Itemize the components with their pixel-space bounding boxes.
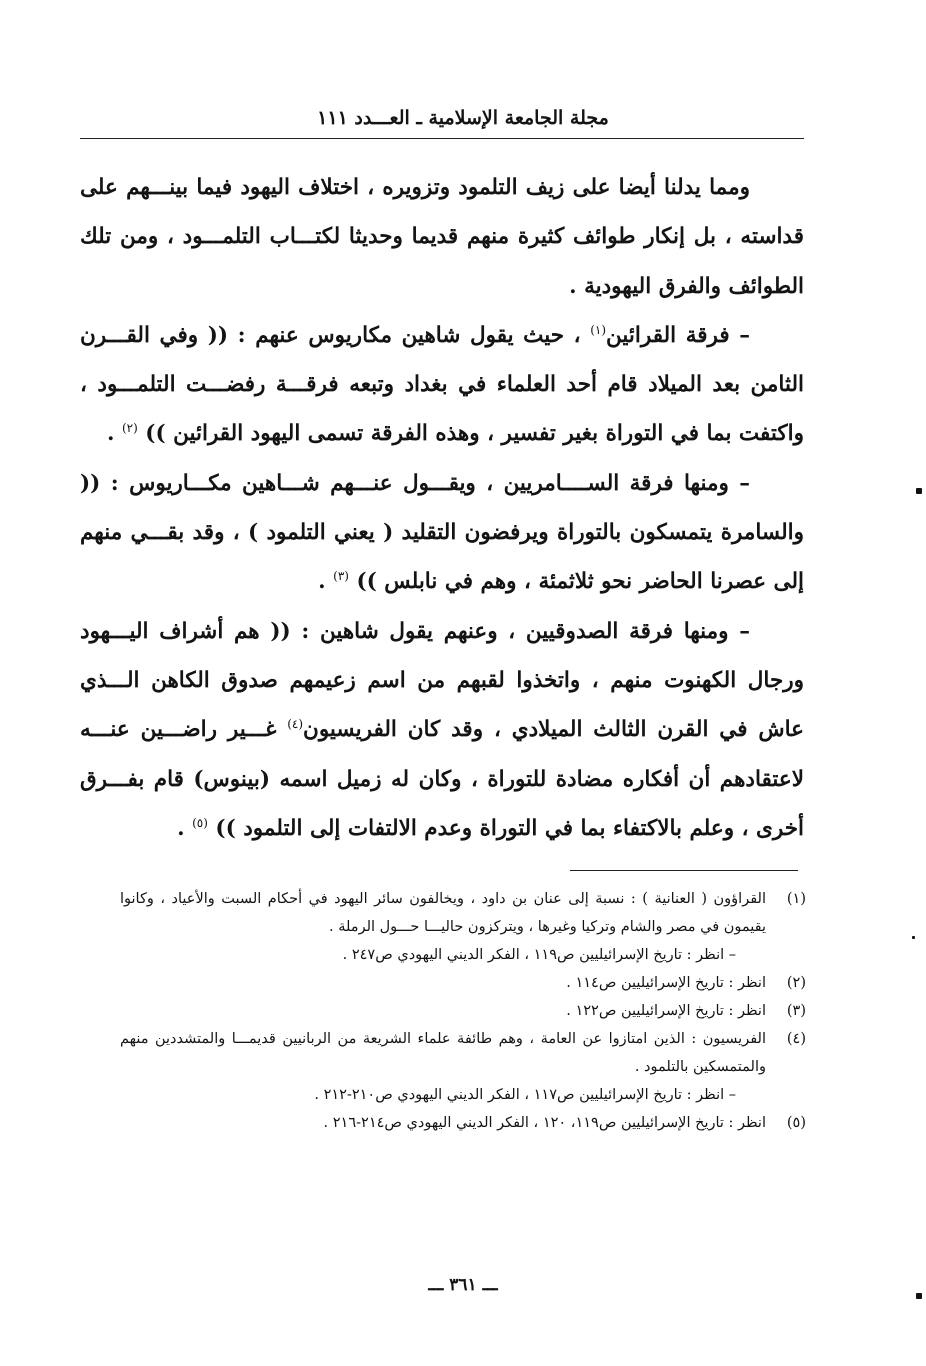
footnote-source: – انظر : تاريخ الإسرائيليين ص١١٧ ، الفكر الديني اليهودي ص٢١٠-٢١٢ . [314,1087,736,1103]
footnote-number: (٢) [786,975,806,991]
footnote-text: انظر : تاريخ الإسرائيليين ص١٢٢ . [566,1003,766,1019]
footnote-3 [120,997,806,1025]
paragraph-2 [80,311,804,459]
footnote-text: انظر : تاريخ الإسرائيليين ص١١٤ . [566,975,766,991]
scan-margin-mark [916,1293,922,1299]
footnote-text: القراؤون ( العنانية ) : نسبة إلى عنان بن داود ، ويخالفون سائر اليهود في أحكام السبت والأعياد ، وكانوا يقيمون في مصر والشام وتركيا وغيرها ، ويتركزون حاليـــا حـــول الرملة . [120,891,766,935]
sentence-dot: . [106,421,115,447]
page-number: ـــ ٣٦١ ـــ [428,1275,498,1295]
sentence-dot: . [177,815,185,841]
footnote-separator [570,870,798,871]
footnote-number: (٤) [786,1031,806,1047]
footnote-text: الفريسيون : الذين امتازوا عن العامة ، وهم طائفة علماء الشريعة من الربانيين قديمـــا والمتشددين منهم والمتمسكين بالتلمود . [120,1031,766,1075]
scan-margin-mark [912,936,915,939]
footnote-ref-1[interactable]: (١) [590,322,607,337]
footnote-source: – انظر : تاريخ الإسرائيليين ص١١٩ ، الفكر الديني اليهودي ص٢٤٧ . [342,947,736,963]
footnote-number: (٣) [786,1003,806,1019]
paragraph-2-start: – فرقة القرائين [606,322,750,348]
footnote-1 [120,885,806,969]
footnote-ref-5[interactable]: (٥) [192,815,208,830]
footnote-ref-3[interactable]: (٣) [333,569,349,584]
paragraph-3 [80,459,804,607]
paragraph-4 [80,607,804,853]
paragraph-4-start: – ومنها فرقة الصدوقيين ، وعنهم يقول شاهين : (( هم أشراف اليـــهود ورجال الكهنوت منهم ، واتخذوا لقبهم من اسم زعيمهم صدوق الكاهن الـــذي عاش في القرن الثالث الميلادي ، وقد كان الفريسيون [80,618,804,743]
footnotes [120,885,806,1137]
paragraph-3-text: – ومنها فرقة الســــامريين ، ويقـــول عنـــهم شـــاهين مكـــاريوس : (( والسامرة يتمسكون بالتوراة ويرفضون التقليد ( يعني التلمود ) ، وقد بقـــي منهم إلى عصرنا الحاضر نحو ثلاثمئة ، وهم في نابلس )) [80,470,804,595]
footnote-number: (١) [786,891,806,907]
header-rule [80,138,804,139]
footnote-text: انظر : تاريخ الإسرائيليين ص١١٩، ١٢٠ ، الفكر الديني اليهودي ص٢١٤-٢١٦ . [323,1115,766,1131]
journal-header: مجلة الجامعة الإسلامية ـ العـــدد ١١١ [317,107,609,129]
body-text [80,163,804,853]
paragraph-1: ومما يدلنا أيضا على زيف التلمود وتزويره ، اختلاف اليهود فيما بينـــهم على قداسته ، بل إنكار طوائف كثيرة منهم قديما وحديثا لكتـــاب التلمـــود ، ومن تلك الطوائف والفرق اليهودية . [80,175,804,299]
footnote-2 [120,969,806,997]
footnote-5 [120,1109,806,1137]
sentence-dot: . [318,569,326,595]
footnote-4 [120,1025,806,1109]
footnote-ref-2[interactable]: (٢) [121,421,138,436]
footnote-number: (٥) [786,1115,806,1131]
paragraph-2-rest: ، حيث يقول شاهين مكاريوس عنهم : (( وفي القـــرن الثامن بعد الميلاد قام أحد العلماء في بغداد وتبعه فرقـــة رفضـــت التلمـــود ، واكتفت بما في التوراة بغير تفسير ، وهذه الفرقة تسمى اليهود القرائين )) [80,322,804,447]
footnote-ref-4[interactable]: (٤) [287,717,304,732]
scan-margin-mark [916,488,922,494]
paragraph-4-rest: غـــير راضـــين عنـــه لاعتقادهم أن أفكاره مضادة للتوراة ، وكان له زميل اسمه (بينوس) قام بفـــرق أخرى ، وعلم بالاكتفاء بما في التوراة وعدم الالتفات إلى التلمود )) [80,717,804,841]
